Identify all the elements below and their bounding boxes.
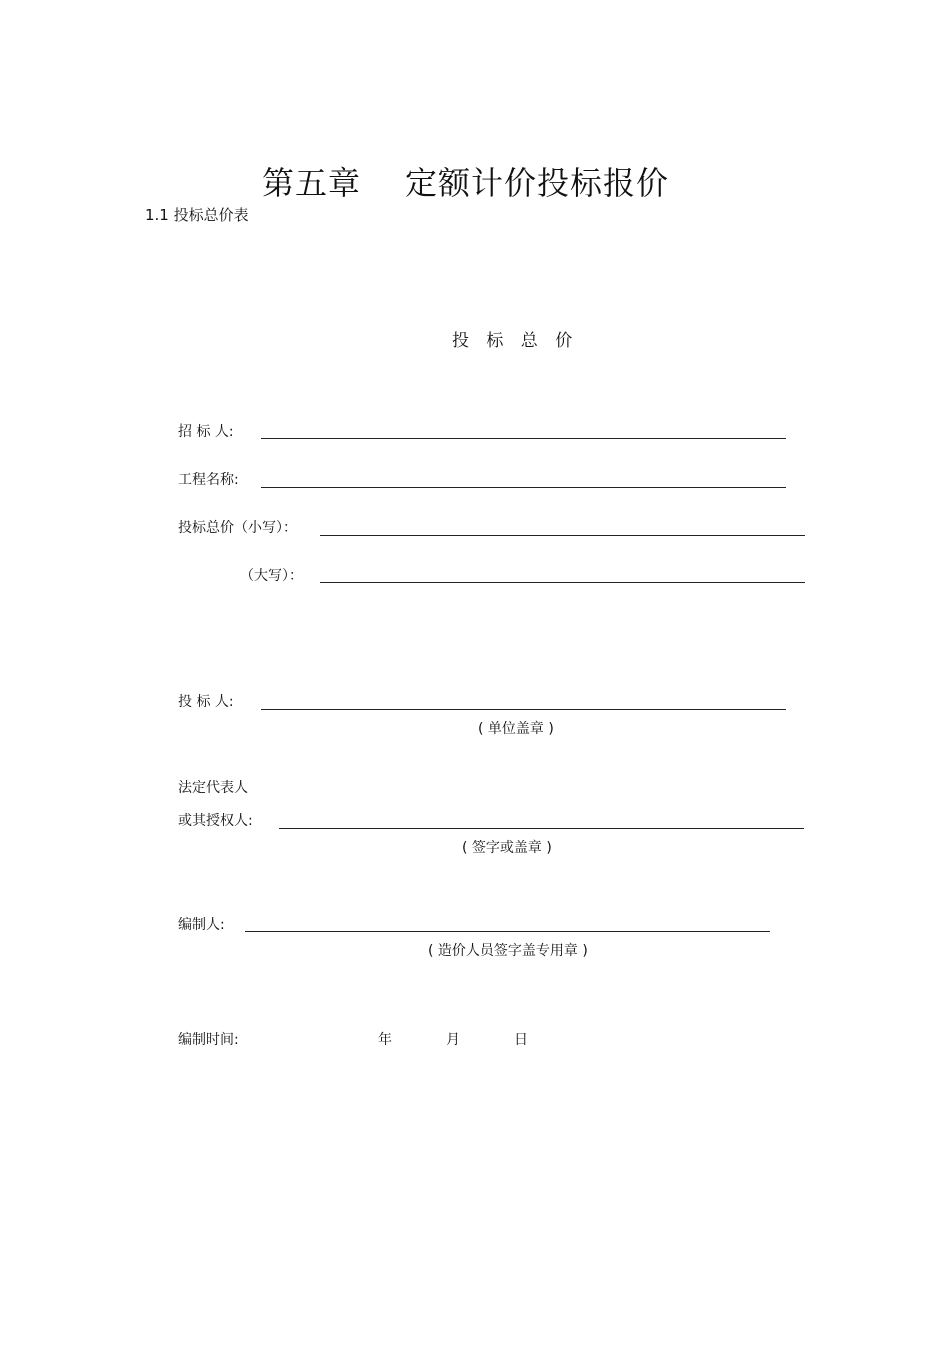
bid-total-large-line[interactable] <box>320 582 805 583</box>
bid-total-large-label: （大写）： <box>240 568 303 584</box>
bidder-note: ( 单位盖章 ) <box>478 721 554 737</box>
legal-rep-note: ( 签字或盖章 ) <box>462 840 552 856</box>
tenderer-label: 招 标 人: <box>178 424 234 440</box>
compile-time-label: 编制时间: <box>178 1032 239 1048</box>
chapter-number: 第五章 <box>262 164 362 202</box>
form-title: 投 标 总 价 <box>452 331 579 351</box>
day-label: 日 <box>514 1032 528 1048</box>
chapter-name: 定额计价投标报价 <box>405 164 670 202</box>
chapter-title <box>262 158 669 204</box>
bidder-label: 投 标 人: <box>178 694 234 710</box>
bid-total-small-line[interactable] <box>320 535 805 536</box>
bid-total-small-label: 投标总价（小写）： <box>178 520 297 536</box>
project-name-line[interactable] <box>261 487 786 488</box>
compiler-note: ( 造价人员签字盖专用章 ) <box>428 943 588 959</box>
compiler-line[interactable] <box>245 931 770 932</box>
legal-rep-line[interactable] <box>279 828 804 829</box>
month-label: 月 <box>446 1032 460 1048</box>
year-label: 年 <box>378 1032 392 1048</box>
project-name-label: 工程名称: <box>178 472 239 488</box>
legal-rep-label-line2: 或其授权人: <box>178 813 253 829</box>
legal-rep-label-line1: 法定代表人 <box>178 780 248 796</box>
tenderer-line[interactable] <box>261 438 786 439</box>
bidder-line[interactable] <box>261 709 786 710</box>
section-heading: 1.1 投标总价表 <box>145 206 249 224</box>
compiler-label: 编制人: <box>178 917 225 933</box>
